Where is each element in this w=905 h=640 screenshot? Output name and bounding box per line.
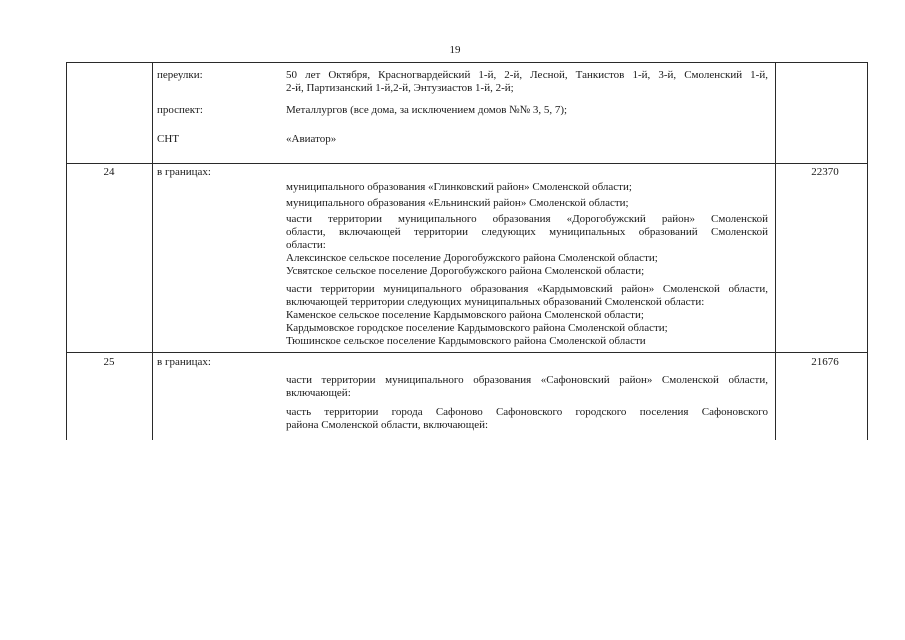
table-border-left: [66, 62, 67, 440]
street-type-label-pereulki: переулки:: [157, 69, 203, 81]
table-divider-col3: [775, 62, 776, 440]
text-line: Усвятское сельское поселение Дорогобужского района Смоленской области;: [286, 265, 645, 277]
text-line: 2-й, Партизанский 1-й,2-й, Энтузиастов 1-й, 2-й;: [286, 82, 514, 94]
table-row-separator-25: [66, 352, 868, 353]
district-label-24: в границах:: [157, 166, 211, 178]
district-label-25: в границах:: [157, 356, 211, 368]
text-line: области, включающей территории следующих муниципальных образований Смоленской: [286, 226, 768, 238]
district-24-item-3: [286, 213, 768, 278]
district-number-24: 24: [103, 166, 115, 178]
text-line: 50 лет Октября, Красногвардейский 1-й, 2-й, Лесной, Танкистов 1-й, 3-й, Смоленский 1-й,: [286, 69, 768, 81]
text-line: часть территории города Сафоново Сафоновского городского поселения Сафоновского: [286, 406, 768, 418]
street-list-prospekt: Металлургов (все дома, за исключением домов №№ 3, 5, 7);: [286, 104, 568, 116]
street-list-snt: «Авиатор»: [286, 133, 337, 145]
text-line: района Смоленской области, включающей:: [286, 419, 489, 431]
street-list-pereulki: [286, 69, 768, 95]
table-border-right: [867, 62, 868, 440]
street-type-label-prospekt: проспект:: [157, 104, 203, 116]
text-line: включающей:: [286, 387, 351, 399]
page-number: 19: [449, 44, 461, 56]
table-row-separator-24: [66, 163, 868, 164]
text-line: Алексинское сельское поселение Дорогобужского района Смоленской области;: [286, 252, 658, 264]
district-population-25: 21676: [811, 356, 839, 368]
text-line: части территории муниципального образования «Кардымовский район» Смоленской области,: [286, 283, 768, 295]
district-25-item-1: [286, 374, 768, 400]
district-25-item-2: [286, 406, 768, 432]
district-24-item-1: муниципального образования «Глинковский район» Смоленской области;: [286, 181, 632, 193]
table-border-top: [66, 62, 868, 63]
text-line: включающей территории следующих муниципальных образований Смоленской области:: [286, 296, 705, 308]
text-line: части территории муниципального образования «Сафоновский район» Смоленской области,: [286, 374, 768, 386]
street-type-label-snt: СНТ: [157, 133, 179, 145]
text-line: Тюшинское сельское поселение Кардымовского района Смоленской области: [286, 335, 646, 347]
text-line: части территории муниципального образования «Дорогобужский район» Смоленской: [286, 213, 768, 225]
district-number-25: 25: [103, 356, 115, 368]
text-line: Кардымовское городское поселение Кардымовского района Смоленской области;: [286, 322, 668, 334]
text-line: Каменское сельское поселение Кардымовского района Смоленской области;: [286, 309, 644, 321]
district-population-24: 22370: [811, 166, 839, 178]
table-divider-col1: [152, 62, 153, 440]
district-24-item-4: [286, 283, 768, 348]
district-24-item-2: муниципального образования «Ельнинский район» Смоленской области;: [286, 197, 629, 209]
text-line: области:: [286, 239, 326, 251]
